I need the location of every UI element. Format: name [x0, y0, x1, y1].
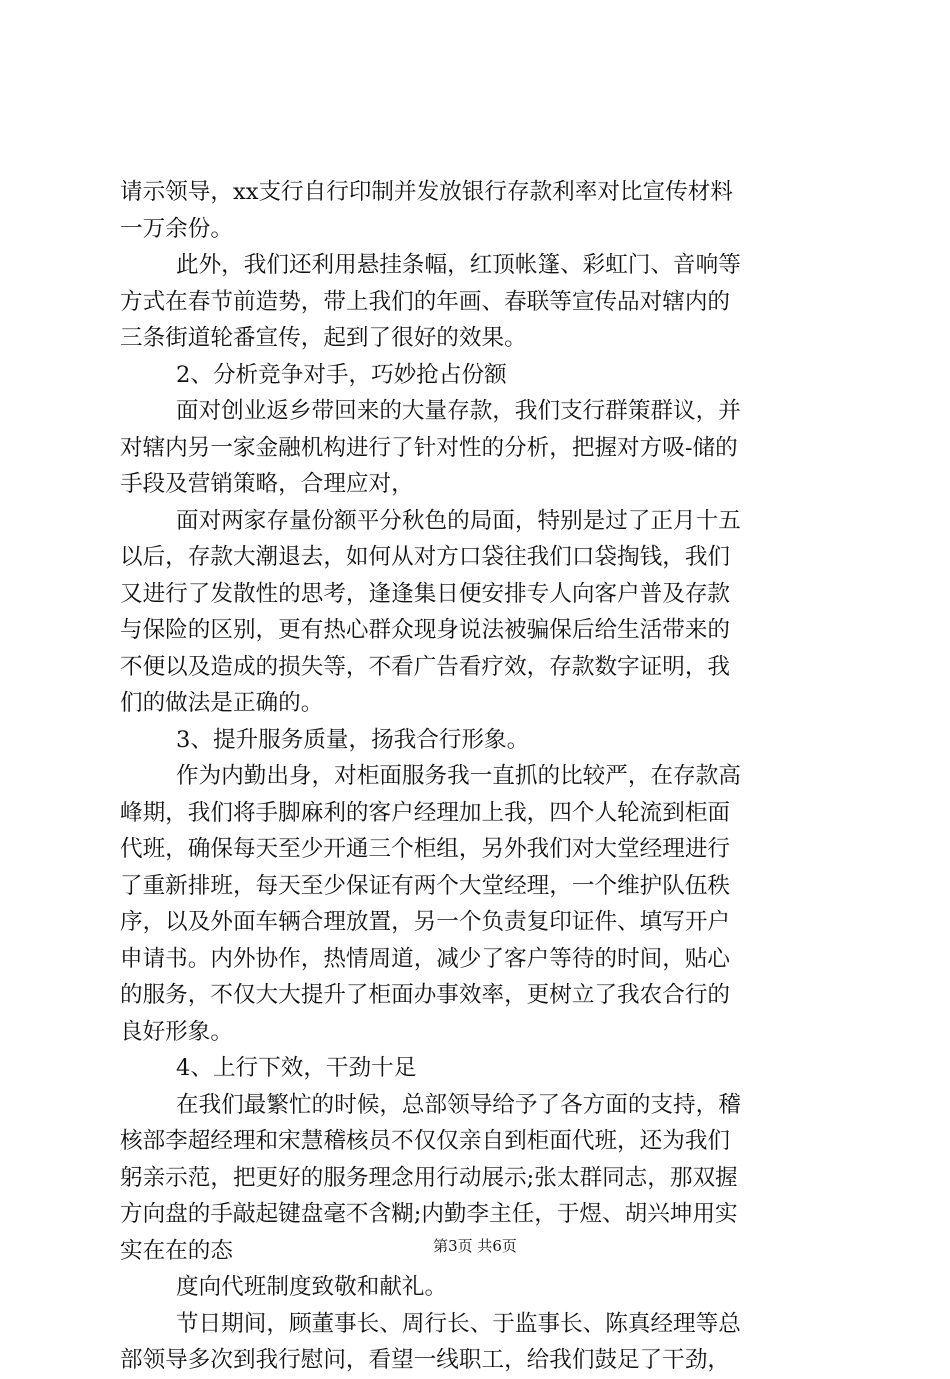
- text-line: 核部李超经理和宋慧稽核员不仅仅亲自到柜面代班，还为我们: [120, 1128, 731, 1154]
- text-line: 在我们最繁忙的时候，总部领导给予了各方面的支持，稽: [176, 1091, 741, 1118]
- text-line: 面对两家存量份额平分秋色的局面，特别是过了正月十五: [176, 507, 741, 534]
- section-heading: 3、提升服务质量，扬我合行形象。: [176, 726, 530, 753]
- section-heading: 2、分析竞争对手，巧妙抢占份额: [176, 361, 507, 388]
- text-line: 与保险的区别，更有热心群众现身说法被骗保后给生活带来的: [120, 617, 731, 643]
- section-heading: 4、上行下效，干劲十足: [176, 1055, 417, 1081]
- text-line: 良好形象。: [120, 1018, 233, 1045]
- text-line: 此外，我们还利用悬挂条幅，红顶帐篷、彩虹门、音响等: [176, 252, 741, 278]
- text-line: 度向代班制度致敬和献礼。: [176, 1274, 448, 1300]
- text-line: 代班，确保每天至少开通三个柜组，另外我们对大堂经理进行: [120, 836, 731, 862]
- text-line: 又进行了发散性的思考，逢逢集日便安排专人向客户普及存款: [120, 580, 731, 607]
- text-line: 对辖内另一家金融机构进行了针对性的分析，把握对方吸-储的: [120, 434, 738, 461]
- text-line: 方向盘的手敲起键盘毫不含糊;内勤李主任，于煜、胡兴坤用实: [120, 1201, 738, 1227]
- text-line: 躬亲示范，把更好的服务理念用行动展示;张太群同志，那双握: [120, 1164, 738, 1191]
- text-line: 了重新排班，每天至少保证有两个大堂经理，一个维护队伍秩: [120, 872, 731, 899]
- text-line: 请示领导，xx支行自行印制并发放银行存款利率对比宣传材料: [120, 179, 733, 205]
- text-line: 申请书。内外协作，热情周道，减少了客户等待的时间，贴心: [120, 945, 731, 972]
- text-line: 以后，存款大潮退去，如何从对方口袋往我们口袋掏钱，我们: [120, 544, 731, 570]
- page-number-footer: 第3页 共6页: [433, 1237, 517, 1255]
- text-line: 峰期，我们将手脚麻利的客户经理加上我，四个人轮流到柜面: [120, 799, 731, 826]
- text-line: 面对创业返乡带回来的大量存款，我们支行群策群议，并: [176, 398, 741, 424]
- text-line: 节日期间，顾董事长、周行长、于监事长、陈真经理等总: [176, 1310, 741, 1337]
- text-line: 序，以及外面车辆合理放置，另一个负责复印证件、填写开户: [120, 909, 731, 935]
- text-line: 手段及营销策略，合理应对，: [120, 471, 414, 497]
- text-line: 的服务，不仅大大提升了柜面办事效率，更树立了我农合行的: [120, 982, 731, 1008]
- text-line: 一万余份。: [120, 215, 233, 242]
- document-body: [120, 174, 832, 1379]
- text-line: 不便以及造成的损失等，不看广告看疗效，存款数字证明，我: [120, 653, 731, 680]
- text-line: 部领导多次到我行慰问，看望一线职工，给我们鼓足了干劲，: [120, 1347, 731, 1373]
- text-line: 实在在的态: [120, 1237, 233, 1264]
- text-line: 们的做法是正确的。: [120, 690, 324, 716]
- text-line: 三条街道轮番宣传，起到了很好的效果。: [120, 325, 527, 351]
- text-line: 方式在春节前造势，带上我们的年画、春联等宣传品对辖内的: [120, 288, 731, 315]
- text-line: 作为内勤出身，对柜面服务我一直抓的比较严，在存款高: [176, 763, 741, 789]
